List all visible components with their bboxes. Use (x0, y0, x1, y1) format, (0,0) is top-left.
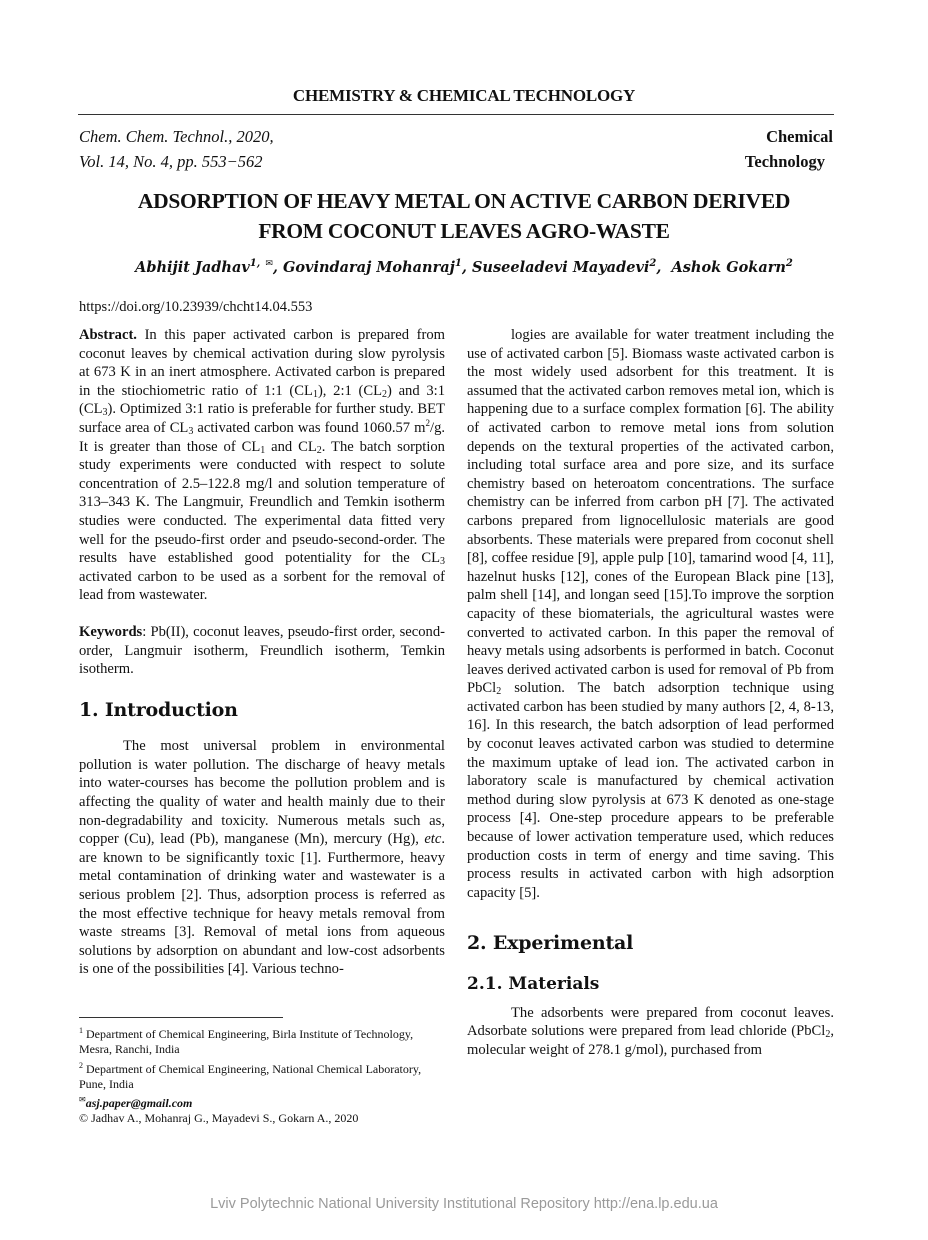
journal-name: CHEMISTRY & CHEMICAL TECHNOLOGY (292, 86, 636, 105)
affiliation-2: $^2$ Department of Chemical Engineering, National Chemical Laboratory, Pune, India (79, 1060, 422, 1091)
author-affiliation: 2 (649, 258, 657, 269)
abstract: Abstract. In this paper activated carbon is prepared from coconut leaves by chemical activation during slow pyrolysis at 673 K in an inert atmosphere. Activated carbon is prepared in the stiochiometric ratio of 1:1 $(CL_1)$, 2:1 $(CL_2)$ and 3:1 $(CL_3)$. Optimized 3:1 ratio is preferable for further study. BET surface area of $CL_3$ activated carbon was found 1060.57 $m^2/g$. It is greater than those of $CL_1$ and $CL_2$. The batch sorption study experiments were conducted with respect to solute concentration of 2.5–122.8 mg/l and solution temperature of 313–343 K. The Langmuir, Freundlich and Temkin isotherm studies were conducted. The experimental data fitted very well for the pseudo-first order and pseudo-second-order. The results have established good potentiality for the $CL_3$ activated carbon to be used as a sorbent for the removal of lead from wastewater. (79, 327, 446, 604)
header-divider (78, 114, 834, 115)
doi-link[interactable]: https://doi.org/10.23939/chcht14.04.553 (79, 299, 313, 315)
section-heading-introduction: 1. Introduction (79, 698, 238, 721)
author-list: Abhijit Jadhav$^{1,}$ ✉, Govindaraj Mohanraj$^1$, Suseeladevi Mayadevi$^2$, Ashok Gokarn$^2$ (135, 258, 793, 276)
author-affiliation: 1 (454, 258, 462, 269)
author-name: Abhijit Jadhav (135, 258, 250, 276)
section-line-2: Technology (744, 152, 825, 171)
section-heading-experimental: 2. Experimental (467, 932, 634, 955)
section-line-1: Chemical (766, 127, 833, 146)
introduction-paragraph: The most universal problem in environmental pollution is water pollution. The discharge of heavy metals into water-courses has become the pollution problem and is affecting the quality of water and health mainly due to their non-degradability and toxicity. Numerous metals such as, copper (Cu), lead (Pb), manganese (Mn), mercury (Hg), etc. are known to be significantly toxic [1]. Furthermore, heavy metal contamination of drinking water and wastewater is a serious problem [2]. Thus, adsorption process is referred as the most effective technique for heavy metals removal from waste streams [3]. Removal of metal ions from aqueous solutions by adsorption on abundant and low-cost adsorbents is one of the possibilities [4]. Various techno- (79, 738, 445, 978)
author-affiliation: 2 (785, 258, 793, 269)
materials-paragraph: The adsorbents were prepared from coconut leaves. Adsorbate solutions were prepared from lead chloride (PbCl$_2$, molecular weight of 278.1 g/mol), purchased from (467, 1004, 834, 1058)
footnotes (79, 1023, 445, 1127)
left-column (79, 326, 445, 979)
author-name: Ashok Gokarn (671, 258, 786, 276)
corresponding-email (79, 1092, 445, 1111)
author-name: Govindaraj Mohanraj (282, 258, 455, 276)
citation-line-2: Vol. 14, No. 4, pp. 553−562 (79, 152, 263, 171)
title-line-2: FROM COCONUT LEAVES AGRO-WASTE (258, 219, 670, 243)
citation-line-1: Chem. Chem. Technol., 2020, (79, 127, 274, 146)
introduction-paragraph-continued: logies are available for water treatment including the use of activated carbon [5]. Biomass waste activated carbon is the most widely used adsorbent for this treatment. It is assumed that the activated carbon removes metal ion, which is happening due to a surface complex formation [6]. The ability of activated carbon to remove metal ions from solution depends on the textural properties of the activated carbon, including total surface area and pore size, and its surface chemistry based on heteroatom concentrations. The surface chemistry can be inferred from carbon pH [7]. The activated carbons prepared from lignocellulosic materials are good absorbents. These materials were prepared from coconut shell [8], coffee residue [9], apple pulp [10], tamarind wood [4, 11], hazelnut husks [12], cones of the European Black pine [13], palm shell [14], and longan seed [15].To improve the sorption capacity of these biomaterials, the agricultural wastes were converted to activated carbon. In this paper the removal of heavy metals using adsorbents is performed in batch. Coconut leaves derived activated carbon is used for removal of Pb from PbCl$_2$ solution. The batch adsorption technique using activated carbon has been studied by many authors [2, 4, 8-13, 16]. In this research, the batch adsorption of lead performed by coconut leaves activated carbon was studied to determine the maximum uptake of lead ion. The activated carbon in laboratory scale is manufactured by chemical activation method during slow pyrolysis at 673 K denoted as one-stage process [4]. One-step procedure appears to be preferable because of lower activation temperature used, which reduces production costs in term of energy and time saving. This process results in activated carbon with high adsorption capacity [5]. (467, 327, 834, 901)
subsection-heading-materials: 2.1. Materials (467, 974, 600, 994)
footnote-divider (79, 1017, 283, 1018)
abstract-label: Abstract. (79, 327, 137, 343)
title-line-1: ADSORPTION OF HEAVY METAL ON ACTIVE CARBON DERIVED (137, 189, 791, 213)
right-column (467, 326, 834, 1059)
author-affiliation: 1, (249, 258, 261, 269)
citation (79, 124, 274, 174)
article-title (60, 186, 868, 246)
repository-footer: Lviv Polytechnic National University Institutional Repository http://ena.lp.edu.ua (210, 1196, 718, 1212)
mail-icon: ✉ (79, 1095, 86, 1105)
author-name: Suseeladevi Mayadevi (471, 258, 650, 276)
keywords: Keywords: Pb(II), coconut leaves, pseudo-first order, second-order, Langmuir isotherm, Freundlich isotherm, Temkin isotherm. (79, 623, 445, 678)
affiliation-1: $^1$ Department of Chemical Engineering, Birla Institute of Technology, Mesra, Ranchi, India (79, 1026, 414, 1057)
email-link[interactable]: asj.paper@gmail.com (85, 1096, 193, 1111)
journal-section (745, 124, 833, 174)
copyright: © Jadhav A., Mohanraj G., Mayadevi S., Gokarn A., 2020 (79, 1111, 359, 1126)
keywords-label: Keywords (79, 623, 143, 640)
mail-icon: ✉ (265, 259, 273, 269)
